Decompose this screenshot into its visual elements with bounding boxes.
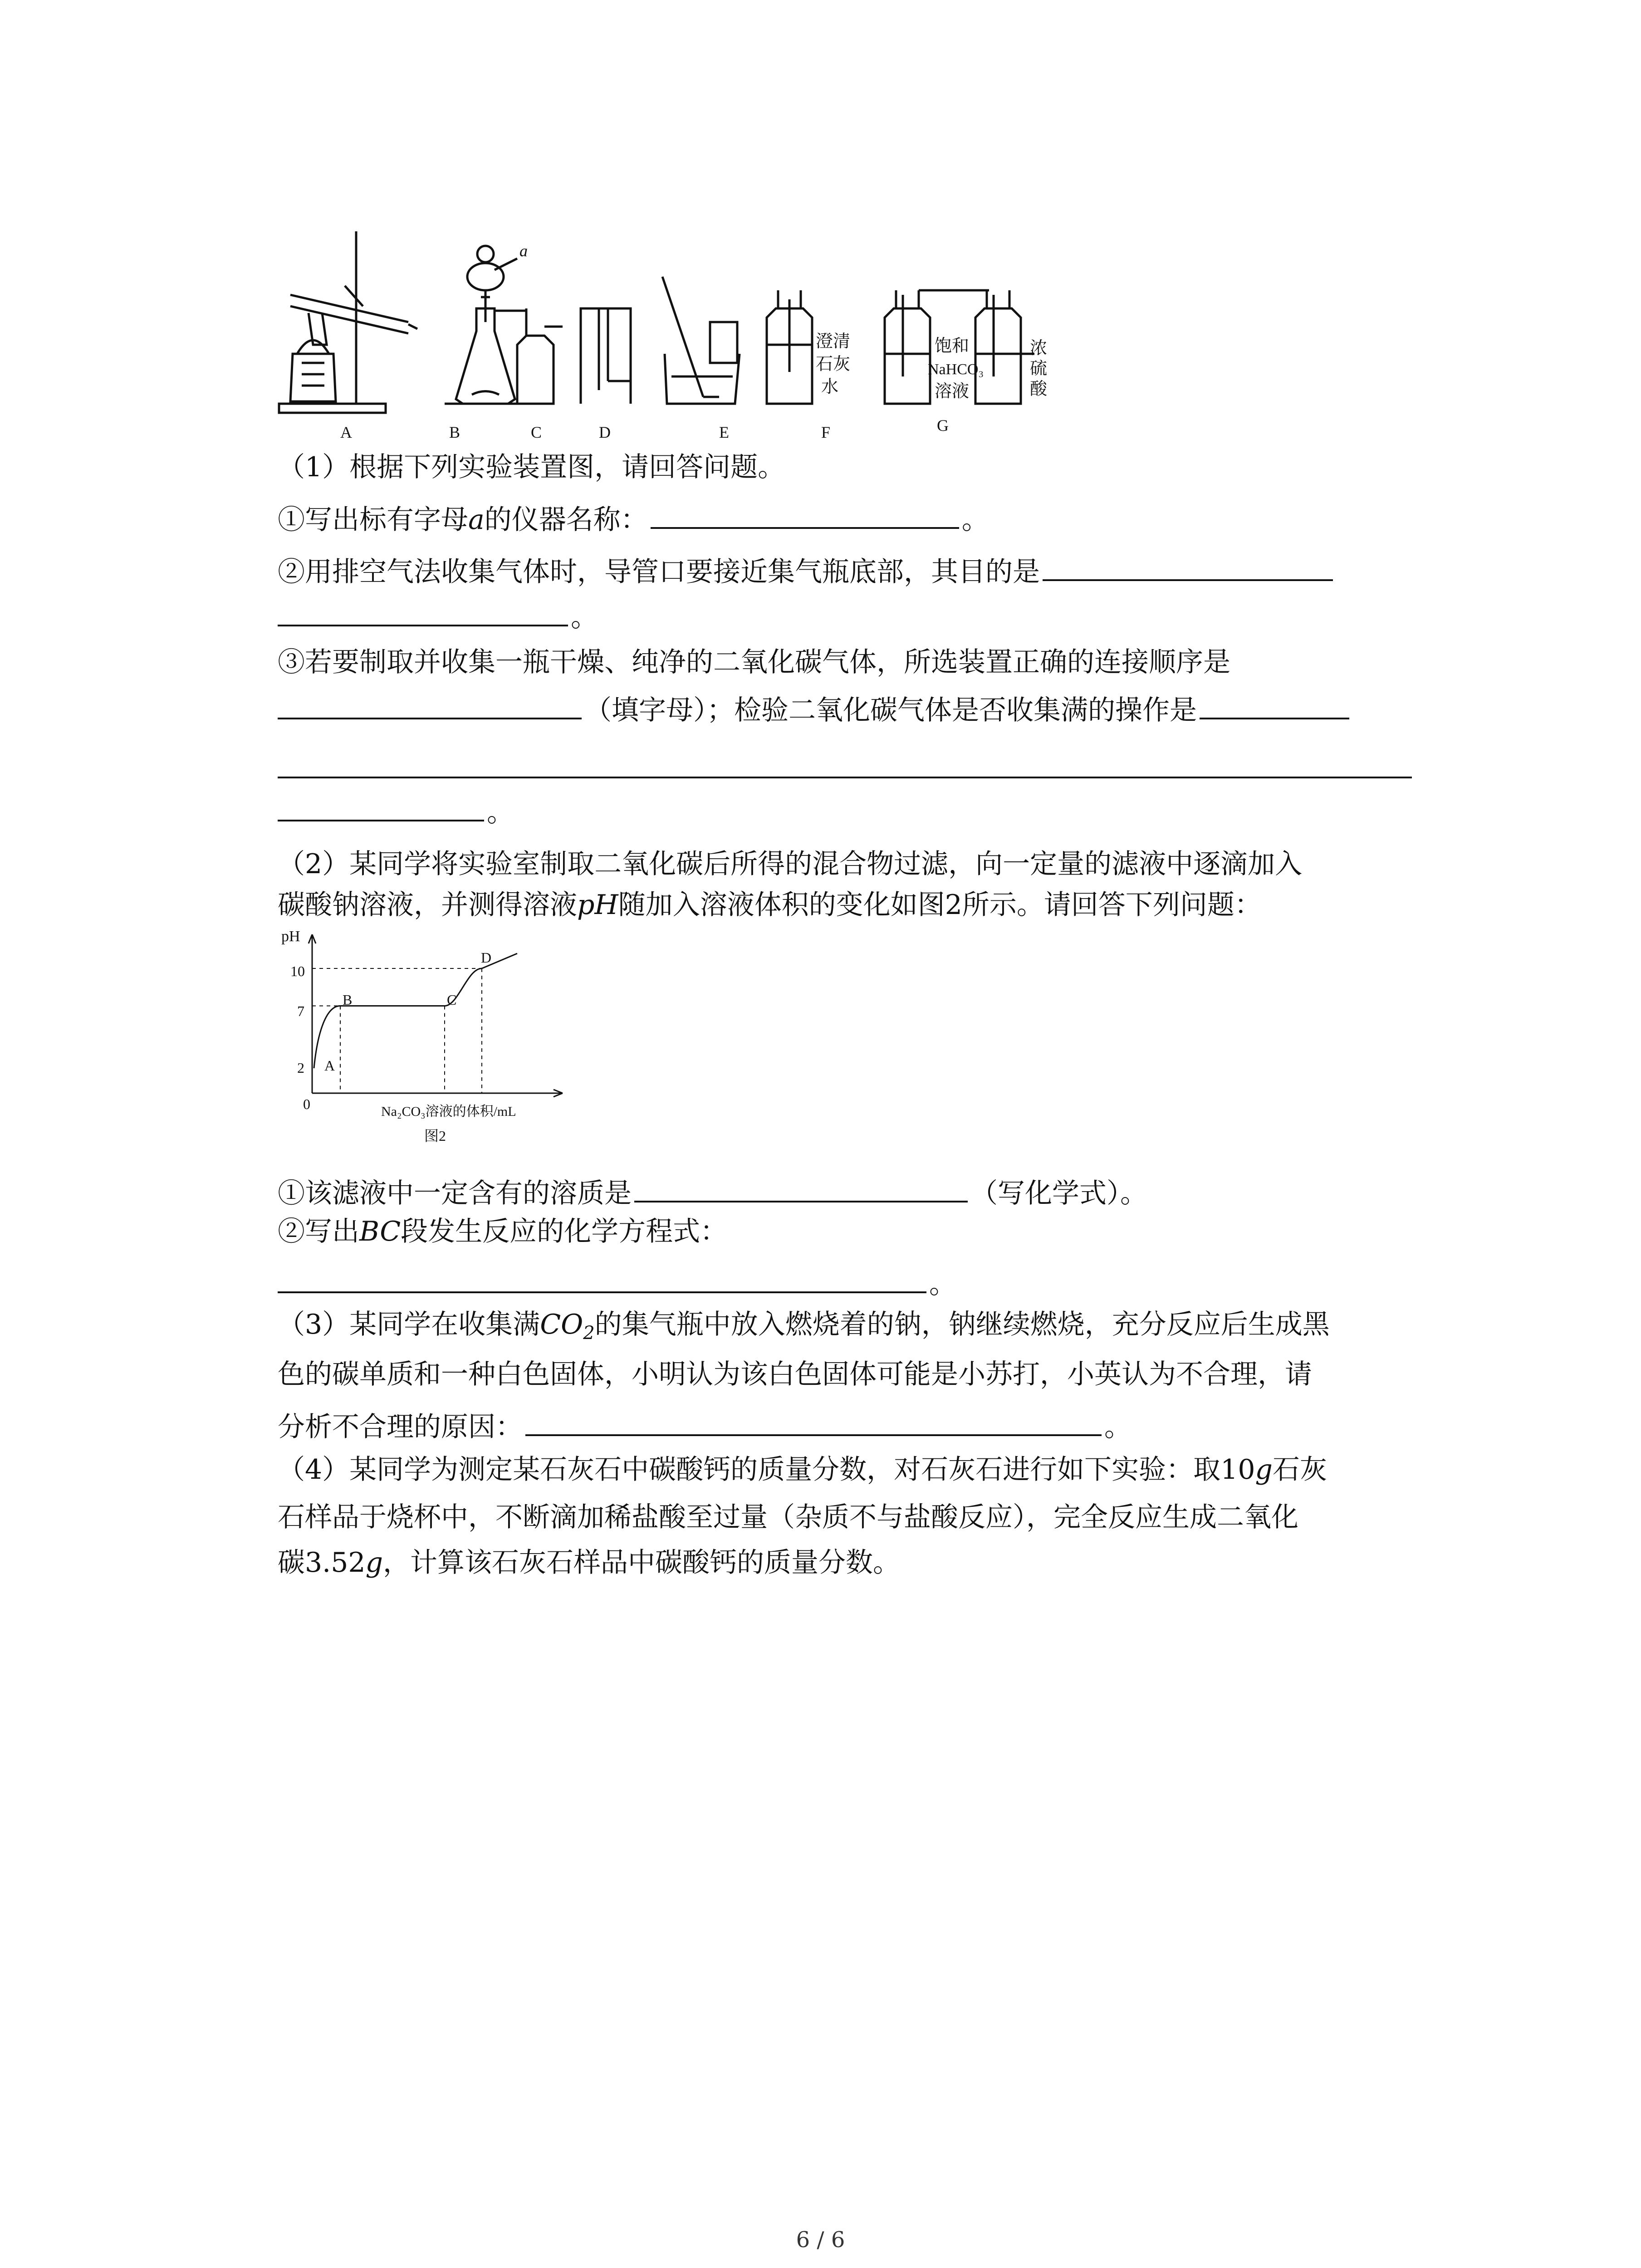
q3-l3-text: 分析不合理的原因： [278, 1411, 523, 1443]
q2-line1: （2）某同学将实验室制取二氧化碳后所得的混合物过滤，向一定量的滤液中逐滴加入 [278, 848, 1303, 880]
answer-blank-4c[interactable] [278, 792, 484, 821]
q2-s2-line [278, 1263, 956, 1302]
origin-label: 0 [303, 1096, 310, 1112]
q1-s3-end [278, 792, 514, 831]
F-text-3: 水 [821, 377, 839, 396]
G-text-3: 溶液 [935, 382, 970, 401]
q2-s1 [278, 1173, 1147, 1212]
q1-s1-var: a [468, 504, 485, 536]
label-E: E [719, 423, 729, 441]
answer-blank-5[interactable] [634, 1173, 968, 1202]
ytick-10: 10 [290, 963, 305, 979]
answer-blank-4b[interactable] [278, 748, 1412, 778]
q3-l1-pre: （3）某同学在收集满 [278, 1309, 540, 1340]
q3-line1 [278, 1306, 1330, 1351]
ytick-7: 7 [297, 1003, 304, 1019]
y-axis-label: pH [281, 928, 300, 945]
label-A: A [340, 423, 352, 441]
q1-s3b [278, 689, 1352, 728]
q1-intro: （1）根据下列实验装置图，请回答问题。 [278, 451, 785, 483]
q1-s3: ③若要制取并收集一瓶干燥、纯净的二氧化碳气体，所选装置正确的连接顺序是 [278, 646, 1230, 678]
answer-blank-7[interactable] [525, 1406, 1102, 1436]
G-text-2: NaHCO₃ [928, 361, 984, 378]
q4-l1-var: g [1255, 1454, 1273, 1486]
q2-s2-post: 段发生反应的化学方程式： [401, 1216, 728, 1247]
q3-co: CO [540, 1309, 583, 1340]
answer-blank-6[interactable] [278, 1263, 926, 1293]
q2-line2-pre: 碳酸钠溶液，并测得溶液 [278, 889, 577, 921]
x-axis-label: Na₂CO₃溶液的体积/mL [381, 1104, 516, 1119]
q2-line2-var: pH [577, 889, 618, 921]
answer-blank-2b[interactable] [278, 596, 568, 626]
answer-blank-3[interactable] [278, 689, 582, 719]
q1-s3b-text: （填字母）；检验二氧化碳气体是否收集满的操作是 [584, 694, 1197, 726]
q1-s2-cont [278, 596, 598, 635]
ytick-2: 2 [297, 1060, 304, 1076]
H-text-2: 硫 [1030, 359, 1048, 378]
q1-s1 [278, 499, 989, 538]
q3-l1-post: 的集气瓶中放入燃烧着的钠，钠继续燃烧，充分反应后生成黑 [594, 1309, 1330, 1340]
q1-s3-line [278, 748, 1415, 787]
q4-line1 [278, 1452, 1327, 1488]
ph-curve [314, 953, 517, 1068]
label-B: B [449, 423, 460, 441]
letter-a: a [519, 242, 528, 260]
q2-s1-text: ①该滤液中一定含有的溶质是 [278, 1178, 632, 1209]
F-text-1: 澄清 [816, 332, 851, 351]
q4-l1-pre: （4）某同学为测定某石灰石中碳酸钙的质量分数，对石灰石进行如下实验：取10 [278, 1454, 1255, 1486]
q2-line2 [278, 887, 1262, 923]
q3-line3 [278, 1406, 1132, 1445]
ph-chart [272, 925, 590, 1179]
q1-s2-end: 。 [571, 601, 598, 633]
q4-l1-post: 石灰 [1272, 1454, 1327, 1486]
q4-l3-post: ，计算该石灰石样品中碳酸钙的质量分数。 [383, 1547, 901, 1579]
label-G: G [937, 416, 949, 435]
point-C: C [447, 992, 457, 1008]
q4-l3-pre: 碳3.52 [278, 1547, 366, 1579]
q1-s2-text: ②用排空气法收集气体时，导管口要接近集气瓶底部，其目的是 [278, 556, 1040, 588]
q4-line3 [278, 1545, 900, 1581]
q3-line2: 色的碳单质和一种白色固体，小明认为该白色固体可能是小苏打，小英认为不合理，请 [278, 1359, 1312, 1390]
answer-blank-1[interactable] [651, 499, 959, 529]
H-text-1: 浓 [1030, 339, 1048, 358]
point-D: D [481, 949, 492, 966]
q4-line2: 石样品于烧杯中，不断滴加稀盐酸至过量（杂质不与盐酸反应），完全反应生成二氧化 [278, 1501, 1298, 1533]
q1-s1-pre: ①写出标有字母 [278, 504, 468, 536]
apparatus-figure [272, 218, 1180, 454]
q1-s2 [278, 551, 1336, 590]
q2-s1-post: （写化学式）。 [970, 1178, 1147, 1209]
figure-caption: 图2 [424, 1128, 446, 1144]
label-F: F [821, 423, 831, 441]
answer-blank-4[interactable] [1200, 689, 1349, 719]
q2-s2-var: BC [359, 1216, 401, 1247]
q3-l3-end: 。 [1104, 1411, 1132, 1443]
label-C: C [531, 423, 542, 441]
page-number: 6 / 6 [796, 2227, 845, 2253]
point-A: A [324, 1057, 335, 1074]
q4-l3-var: g [365, 1547, 383, 1579]
answer-blank-2[interactable] [1043, 551, 1333, 581]
point-B: B [343, 992, 353, 1008]
q2-s2 [278, 1213, 727, 1250]
q2-s2-pre: ②写出 [278, 1216, 359, 1247]
F-text-2: 石灰 [816, 355, 851, 374]
q1-s1-end: 。 [961, 504, 989, 536]
q2-line2-post: 随加入溶液体积的变化如图2所示。请回答下列问题： [618, 889, 1262, 921]
q1-s1-post: 的仪器名称： [484, 504, 648, 536]
G-text-1: 饱和 [935, 337, 970, 356]
H-text-3: 酸 [1030, 380, 1048, 399]
q1-s3-endmark: 。 [487, 797, 514, 828]
q3-co-sub: 2 [583, 1323, 595, 1344]
label-D: D [599, 423, 611, 441]
q2-s2-end: 。 [929, 1268, 956, 1300]
